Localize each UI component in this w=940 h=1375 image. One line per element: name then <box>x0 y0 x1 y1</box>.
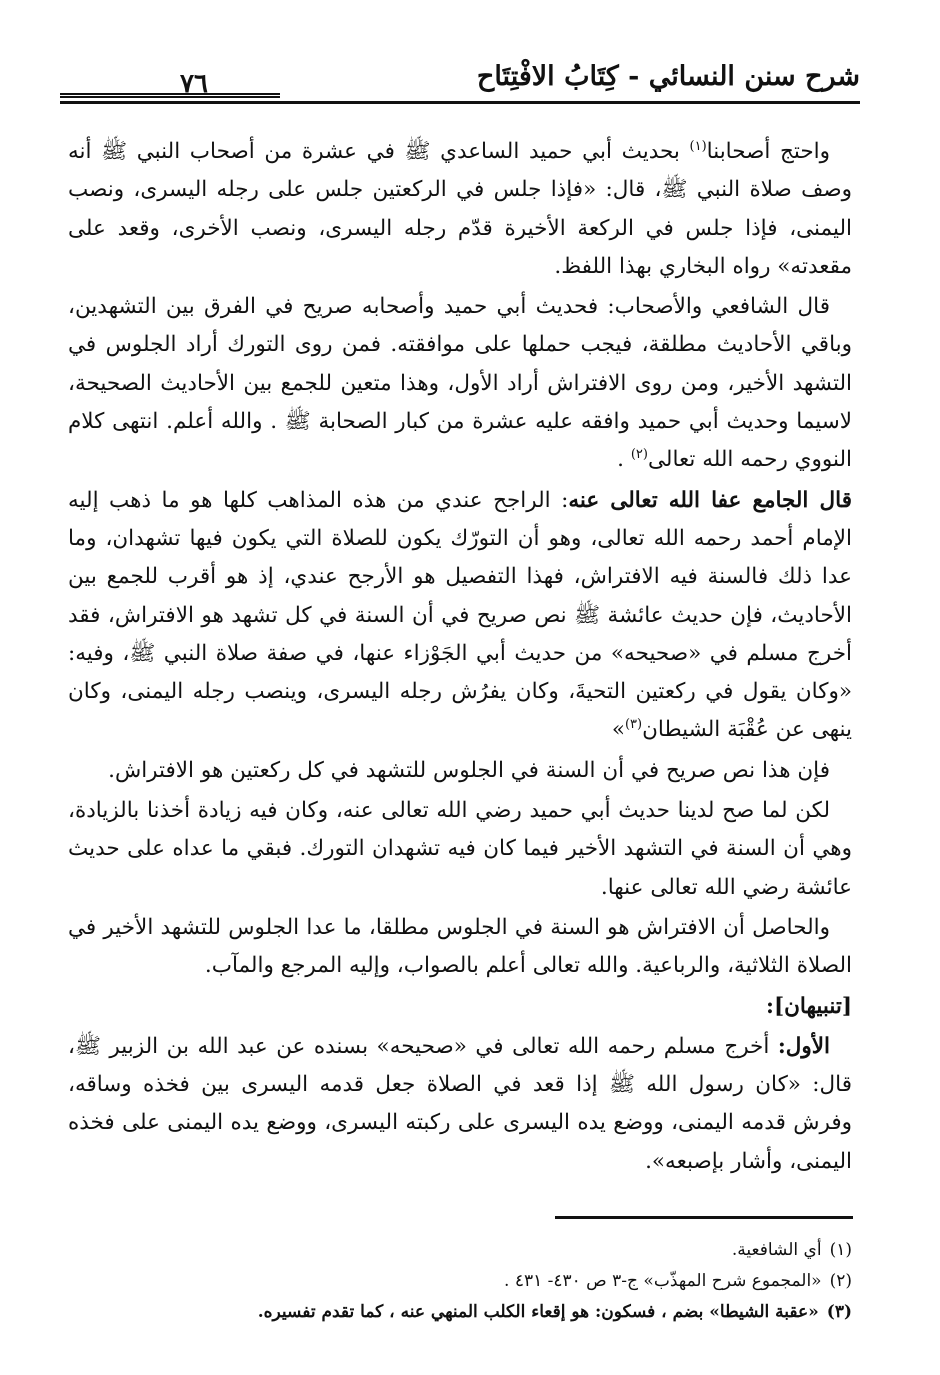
paragraph-text: فإن هذا نص صريح في أن السنة في الجلوس للتشهد في كل ركعتين هو الافتراش. <box>108 757 830 783</box>
footnote-ref-2: (٢) <box>630 447 648 463</box>
paragraph-text: » <box>611 717 625 743</box>
paragraph-5 <box>68 792 852 907</box>
paragraph-text: بحديث أبي حميد الساعدي ﷺ في عشرة من أصحاب النبي ﷺ أنه وصف صلاة النبي ﷺ، قال: «فإذا جلس في الركعتين جلس على رجله اليسرى، ونصب اليمنى، فإذا جلس في الركعة الأخيرة قدّم رجله اليسرى، ونصب الأخرى، وقعد على مقعدته» رواه البخاري بهذا اللفظ. <box>68 139 852 279</box>
paragraph-text: واحتج أصحابنا <box>706 139 830 164</box>
footnote-2 <box>68 1266 852 1297</box>
footnote-number: (٣) <box>826 1302 852 1322</box>
paragraph-text: لكن لما صح لدينا حديث أبي حميد رضي الله تعالى عنه، وكان فيه زيادة أخذنا بالزيادة، وهي أن السنة في التشهد الأخير فيما كان فيه تشهدان التورك. فبقي ما عداه على حديث عائشة رضي الله تعالى عنها. <box>68 798 852 900</box>
page-number-rule-bottom <box>60 96 280 98</box>
paragraph-text: والحاصل أن الافتراش هو السنة في الجلوس مطلقا، ما عدا الجلوس للتشهد الأخير في الصلاة الثلاثية، والرباعية. والله تعالى أعلم بالصواب، وإليه المرجع والمآب. <box>68 914 852 979</box>
paragraph-6 <box>68 909 852 986</box>
paragraph-text: قال الشافعي والأصحاب: فحديث أبي حميد وأصحابه صريح في الفرق بين التشهدين، وباقي الأحاديث مطلقة، فيجب حملها على موافقته. فمن روى التورك أراد الجلوس في التشهد الأخير، ومن روى الافتراش أراد الأول، وهذا متعين للجمع بين الأحاديث الصحيحة، لاسيما وحديث أبي حميد وافقه عليه عشرة من كبار الصحابة ﷺ . والله أعلم. انتهى كلام النووي رحمه الله تعالى <box>68 294 852 473</box>
footnote-ref-1: (١) <box>689 138 707 154</box>
page-number: ٧٦ <box>180 69 208 99</box>
author-statement-label: قال الجامع عفا الله تعالى عنه <box>568 487 852 513</box>
paragraph-text: . <box>617 447 631 473</box>
paragraph-2 <box>68 288 852 479</box>
paragraph-1 <box>68 133 852 286</box>
notice-heading <box>68 988 852 1026</box>
footnote-text: «عقبة الشيطا» بضم ، فسكون: هو إقعاء الكلب المنهي عنه ، كما تقدم تفسيره. <box>257 1302 819 1322</box>
paragraph-3 <box>68 482 852 750</box>
paragraph-7 <box>68 1028 852 1181</box>
notice-label: [تنبيهان]: <box>766 993 852 1019</box>
main-text <box>68 133 852 1183</box>
footnote-text: أي الشافعية. <box>731 1240 822 1260</box>
footnote-separator <box>555 1216 853 1219</box>
paragraph-4 <box>68 752 852 790</box>
header-rule <box>60 101 860 104</box>
running-header <box>60 55 860 115</box>
footnote-ref-3: (٣) <box>624 717 643 733</box>
paragraph-text: : الراجح عندي من هذه المذاهب كلها هو ما ذهب إليه الإمام أحمد رحمه الله تعالى، وهو أن التورّك يكون للصلاة التي يكون فيها تشهدان، وما عدا ذلك فالسنة فيه الافتراش، فهذا التفصيل هو الأرجح عندي، إذ هو أقرب للجمع بين الأحاديث، فإن حديث عائشة ﷺ نص صريح في أن السنة في كل تشهد هو الافتراش، فقد أخرج مسلم في «صحيحه» من حديث أبي الجَوْزاء عنها، في صفة صلاة النبي ﷺ، وفيه: «وكان يقول في ركعتين التحيةَ، وكان يفرُش رجله اليسرى، وينصب رجله اليمنى، وكان ينهى عن عُقْبَة الشيطان <box>68 487 852 743</box>
footnote-1 <box>68 1235 852 1266</box>
footnote-number: (١) <box>829 1240 852 1260</box>
footnote-text: «المجموع شرح المهذّب» ج-٣ ص ٤٣٠- ٤٣١ . <box>504 1271 822 1291</box>
footnote-3 <box>68 1297 852 1328</box>
page-number-rule-top <box>60 93 280 95</box>
paragraph-text: أخرج مسلم رحمه الله تعالى في «صحيحه» بسنده عن عبد الله بن الزبير ﷺ، قال: «كان رسول الله ﷺ إذا قعد في الصلاة جعل قدمه اليسرى بين فخذه وساقه، وفرش قدمه اليمنى، ووضع يده اليسرى على ركبته اليسرى، ووضع يده اليمنى على فخذه اليمنى، وأشار بإصبعه». <box>68 1033 852 1174</box>
footnotes <box>68 1235 852 1328</box>
footnote-number: (٢) <box>829 1271 852 1291</box>
header-title: شرح سنن النسائي - كِتَابُ الافْتِتَاح <box>476 61 860 92</box>
first-notice-label: الأول: <box>777 1033 830 1059</box>
